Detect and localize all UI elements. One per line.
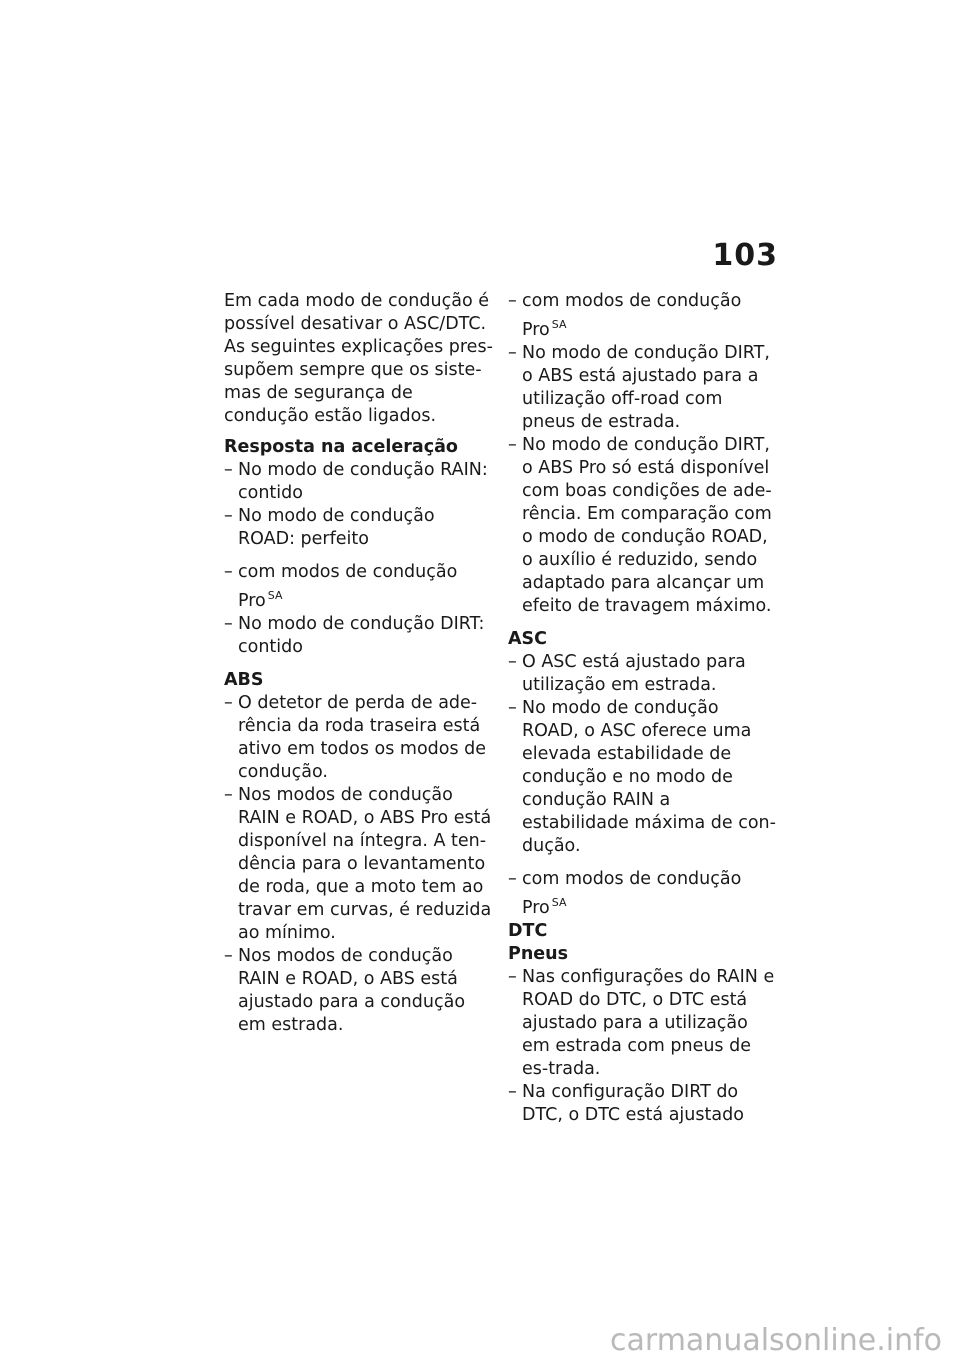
list-item: – Nas configurações do RAIN e ROAD do DTC, o DTC está ajustado para a utilização em estrada com pneus de es-trada.	[508, 967, 775, 1079]
pro-riding-modes-item: – com modos de condução Pro $^{SA}$	[508, 869, 742, 918]
sa-marker: SA	[551, 318, 567, 331]
pro-riding-modes-item: – com modos de condução Pro $^{SA}$	[224, 562, 458, 611]
heading-abs: ABS	[224, 670, 264, 690]
list-item: – No modo de condução DIRT, o ABS está ajustado para a utilização off-road com pneus de estrada.	[508, 343, 770, 432]
list-item: – No modo de condução RAIN: contido	[224, 460, 488, 503]
list-item: – O detetor de perda de ade-rência da roda traseira está ativo em todos os modos de condução.	[224, 693, 487, 782]
right-column	[508, 290, 778, 1127]
heading-asc: ASC	[508, 629, 547, 649]
heading-tyres: Pneus	[508, 944, 569, 964]
heading-dtc: DTC	[508, 921, 548, 941]
list-item: – Na configuração DIRT do DTC, o DTC está ajustado	[508, 1082, 744, 1125]
sa-marker: SA	[267, 589, 283, 602]
sa-marker: SA	[551, 896, 567, 909]
list-item: – Nos modos de condução RAIN e ROAD, o ABS Pro está disponível na íntegra. A ten-dência para o levantamento de roda, que a moto tem ao travar em curvas, é reduzida ao mínimo.	[224, 785, 492, 943]
list-item: – No modo de condução DIRT: contido	[224, 614, 485, 657]
list-item: – O ASC está ajustado para utilização em estrada.	[508, 652, 746, 695]
left-column	[224, 290, 496, 1037]
list-item: – No modo de condução ROAD, o ASC oferece uma elevada estabilidade de condução e no modo de condução RAIN a estabilidade máxima de con-dução.	[508, 698, 776, 856]
list-item: – No modo de condução DIRT, o ABS Pro só está disponível com boas condições de ade-rência. Em comparação com o modo de condução ROAD, o auxílio é reduzido, sendo adaptado para alcançar um efeito de travagem máximo.	[508, 435, 772, 616]
page-number: 103	[712, 238, 778, 273]
pro-riding-modes-item: – com modos de condução Pro $^{SA}$	[508, 291, 742, 340]
heading-throttle-response: Resposta na aceleração	[224, 437, 458, 457]
watermark: carmanualsonline.info	[610, 1323, 942, 1358]
list-item: – Nos modos de condução RAIN e ROAD, o ABS está ajustado para a condução em estrada.	[224, 946, 466, 1035]
intro-paragraph: Em cada modo de condução é possível desativar o ASC/DTC. As seguintes explicações pres-supõem sempre que os siste-mas de segurança de condução estão ligados.	[224, 291, 493, 426]
list-item: – No modo de condução ROAD: perfeito	[224, 506, 435, 549]
